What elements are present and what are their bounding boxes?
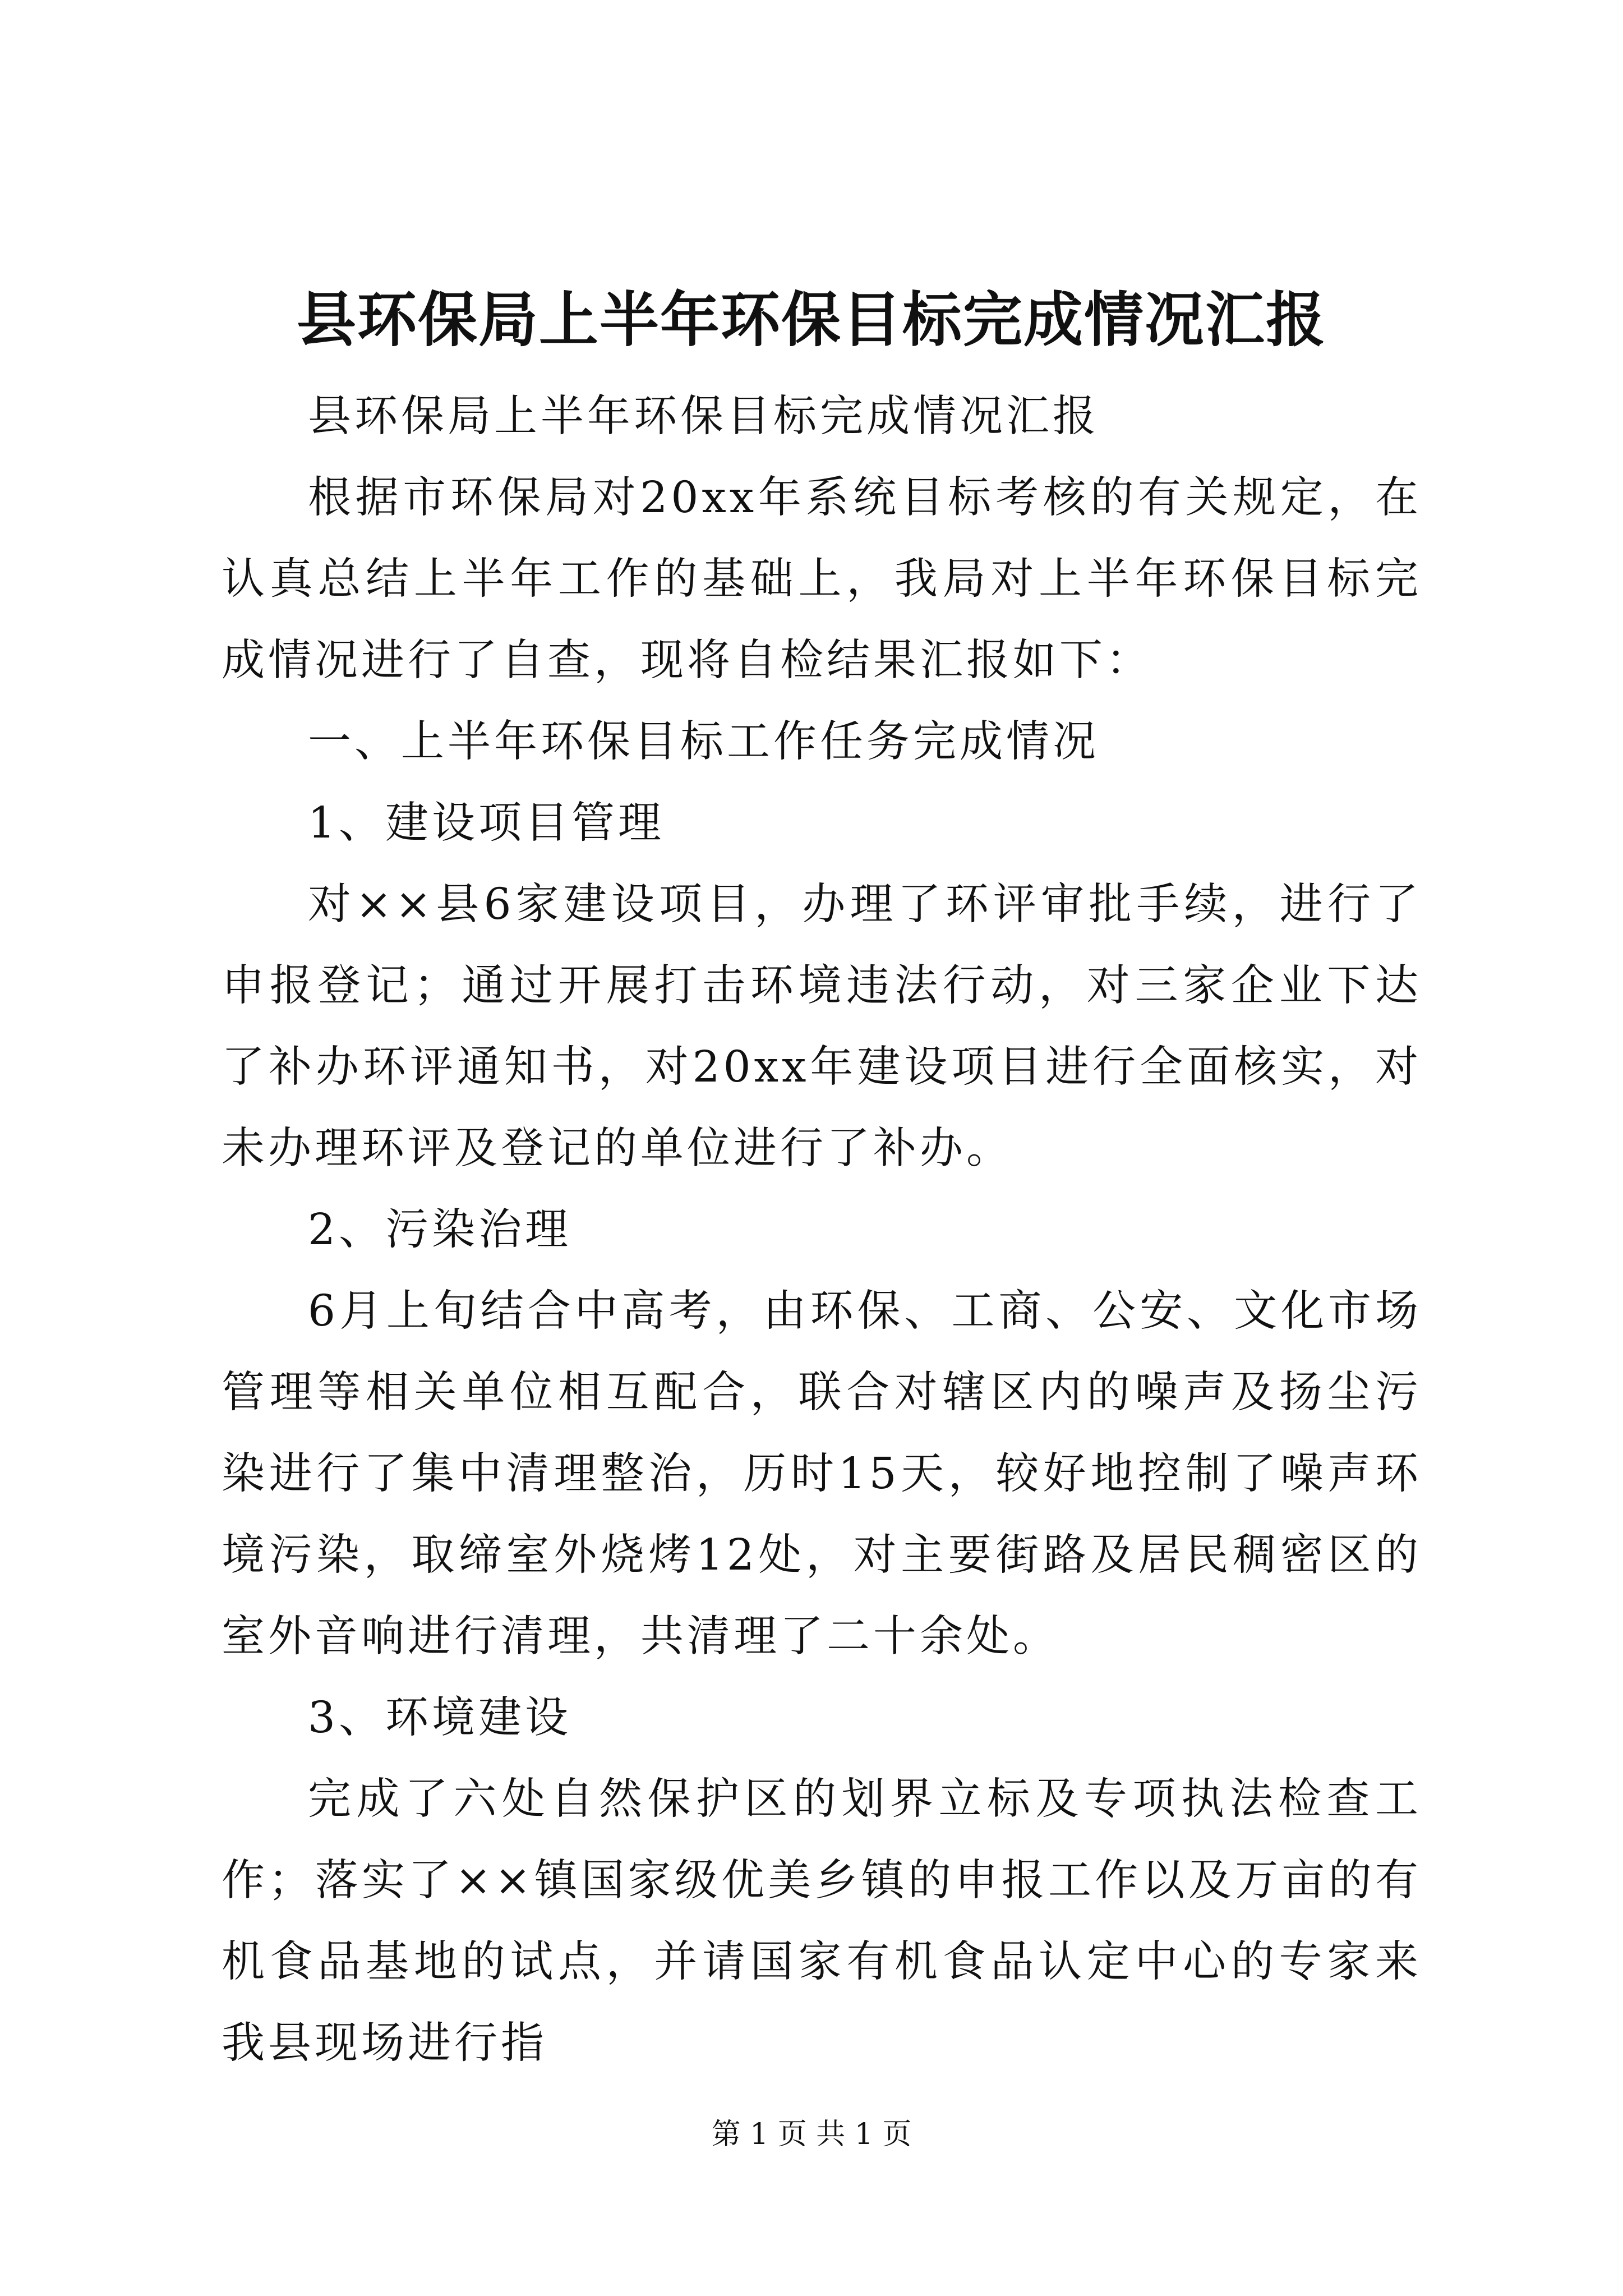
paragraph-environment: 完成了六处自然保护区的划界立标及专项执法检查工作；落实了××镇国家级优美乡镇的申报工作以及万亩的有机食品基地的试点，并请国家有机食品认定中心的专家来我县现场进行指 xyxy=(222,1774,1422,2068)
page-footer: 第 1 页 共 1 页 xyxy=(711,2118,912,2151)
subsection-heading-environment: 3、环境建设 xyxy=(308,1693,571,1743)
paragraph-construction: 对××县6家建设项目，办理了环评审批手续，进行了申报登记；通过开展打击环境违法行动，对三家企业下达了补办环评通知书，对20xx年建设项目进行全面核实，对未办理环评及登记的单位进行了补办。 xyxy=(222,880,1422,1174)
document-body xyxy=(222,376,1422,2084)
document-title: 县环保局上半年环保目标完成情况汇报 xyxy=(297,284,1326,355)
paragraph-intro: 根据市环保局对20xx年系统目标考核的有关规定，在认真总结上半年工作的基础上，我局对上半年环保目标完成情况进行了自查，现将自检结果汇报如下： xyxy=(222,473,1422,685)
paragraph-subtitle: 县环保局上半年环保目标完成情况汇报 xyxy=(308,392,1099,441)
subsection-heading-construction: 1、建设项目管理 xyxy=(308,798,665,848)
subsection-heading-pollution: 2、污染治理 xyxy=(308,1205,571,1255)
section-heading-1: 一、上半年环保目标工作任务完成情况 xyxy=(308,717,1099,767)
paragraph-pollution: 6月上旬结合中高考，由环保、工商、公安、文化市场管理等相关单位相互配合，联合对辖区内的噪声及扬尘污染进行了集中清理整治，历时15天，较好地控制了噪声环境污染，取缔室外烧烤12处，对主要街路及居民稠密区的室外音响进行清理，共清理了二十余处。 xyxy=(222,1286,1422,1662)
